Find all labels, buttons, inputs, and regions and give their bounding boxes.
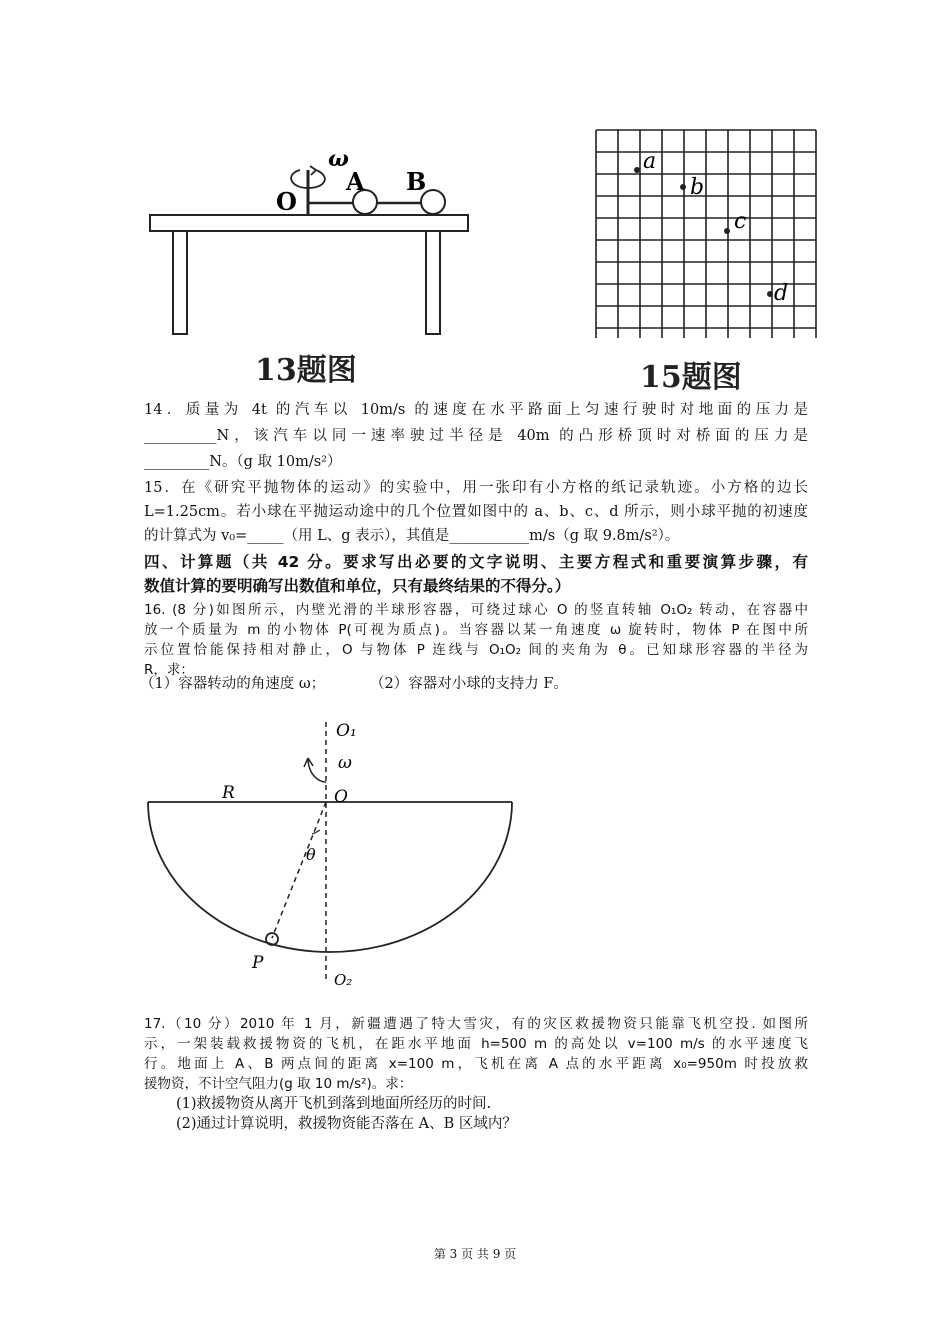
q14-line1: 14．质量为 4t 的汽车以 10m/s 的速度在水平路面上匀速行驶时对地面的压力是 bbox=[144, 402, 808, 418]
q16-line1: 16. (8 分)如图所示，内壁光滑的半球形容器，可绕过球心 O 的竖直转轴 O₁O₂ 转动，在容器中 bbox=[144, 602, 808, 618]
section-4-heading-line2: 数值计算的要明确写出数值和单位，只有最终结果的不得分。） bbox=[144, 577, 571, 595]
point-a-dot bbox=[634, 167, 640, 173]
q15-line1: 15．在《研究平抛物体的运动》的实验中，用一张印有小方格的纸记录轨迹。小方格的边长 bbox=[144, 480, 808, 496]
axis-o2-label: O₂ bbox=[334, 971, 353, 989]
q15-line2: L=1.25cm。若小球在平抛运动途中的几个位置如图中的 a、b、c、d 所示，则小球平抛的初速度 bbox=[144, 504, 808, 520]
radius-r-label: R bbox=[222, 783, 235, 803]
q16-line4: R，求： bbox=[144, 662, 194, 678]
point-d-dot bbox=[767, 291, 773, 297]
page-footer: 第 3 页 共 9 页 bbox=[433, 1247, 517, 1261]
q16-line2: 放一个质量为 m 的小物体 P(可视为质点)。当容器以某一角速度 ω 旋转时，物体 P 在图中所 bbox=[144, 622, 808, 638]
point-a-label: a bbox=[643, 149, 657, 174]
point-c-label: c bbox=[734, 209, 747, 234]
q17-line2: 示，一架装载救援物资的飞机，在距水平地面 h=500 m 的高处以 v=100 m/s 的水平速度飞 bbox=[144, 1036, 808, 1052]
omega-label: ω bbox=[338, 753, 352, 773]
figure-15-caption: 15题图 bbox=[640, 360, 742, 395]
figure-13-caption: 13题图 bbox=[255, 353, 357, 388]
point-a-label: A bbox=[346, 167, 365, 196]
point-b-label: b bbox=[690, 175, 705, 200]
point-b-dot bbox=[680, 184, 686, 190]
angle-theta-label: θ bbox=[306, 845, 316, 864]
axis-o1-label: O₁ bbox=[336, 721, 357, 741]
point-c-dot bbox=[724, 228, 730, 234]
point-d-label: d bbox=[774, 281, 789, 306]
q16-sub1: （1）容器转动的角速度 ω； bbox=[140, 676, 326, 692]
q17-sub1: (1)救援物资从离开飞机到落到地面所经历的时间. bbox=[176, 1096, 492, 1112]
point-b-label: B bbox=[406, 167, 427, 196]
section-4-heading-line1: 四、计算题（共 42 分。要求写出必要的文字说明、主要方程式和重要演算步骤，有 bbox=[144, 553, 808, 571]
q14-line2: __________N，该汽车以同一速率驶过半径是 40m 的凸形桥顶时对桥面的压力是 bbox=[144, 428, 808, 444]
q17-line3: 行。地面上 A、B 两点间的距离 x=100 m，飞机在离 A 点的水平距离 x₀=950m 时投放救 bbox=[144, 1056, 808, 1072]
q16-line3: 示位置恰能保持相对静止，O 与物体 P 连线与 O₁O₂ 间的夹角为 θ。已知球形容器的半径为 bbox=[144, 642, 808, 658]
omega-label: ω bbox=[328, 146, 349, 172]
q17-line4: 援物资，不计空气阻力(g 取 10 m/s²)。求： bbox=[144, 1076, 413, 1092]
q17-sub2: (2)通过计算说明，救援物资能否落在 A、B 区域内？ bbox=[176, 1116, 517, 1132]
q17-line1: 17.（10 分）2010 年 1 月，新疆遭遇了特大雪灾，有的灾区救援物资只能靠飞机空投. 如图所 bbox=[144, 1016, 808, 1032]
q14-line3: _________N。（g 取 10m/s²） bbox=[144, 454, 342, 470]
point-o-label: O bbox=[276, 187, 297, 216]
figure-15-grid bbox=[590, 126, 822, 338]
center-o-label: O bbox=[334, 787, 348, 807]
object-p-label: P bbox=[252, 953, 264, 973]
figure-16-hemisphere bbox=[140, 710, 520, 1000]
q15-line3: 的计算式为 v₀=_____（用 L、g 表示），其值是___________m/s（g 取 9.8m/s²）。 bbox=[144, 528, 680, 544]
q16-sub2: （2）容器对小球的支持力 F。 bbox=[370, 676, 568, 692]
